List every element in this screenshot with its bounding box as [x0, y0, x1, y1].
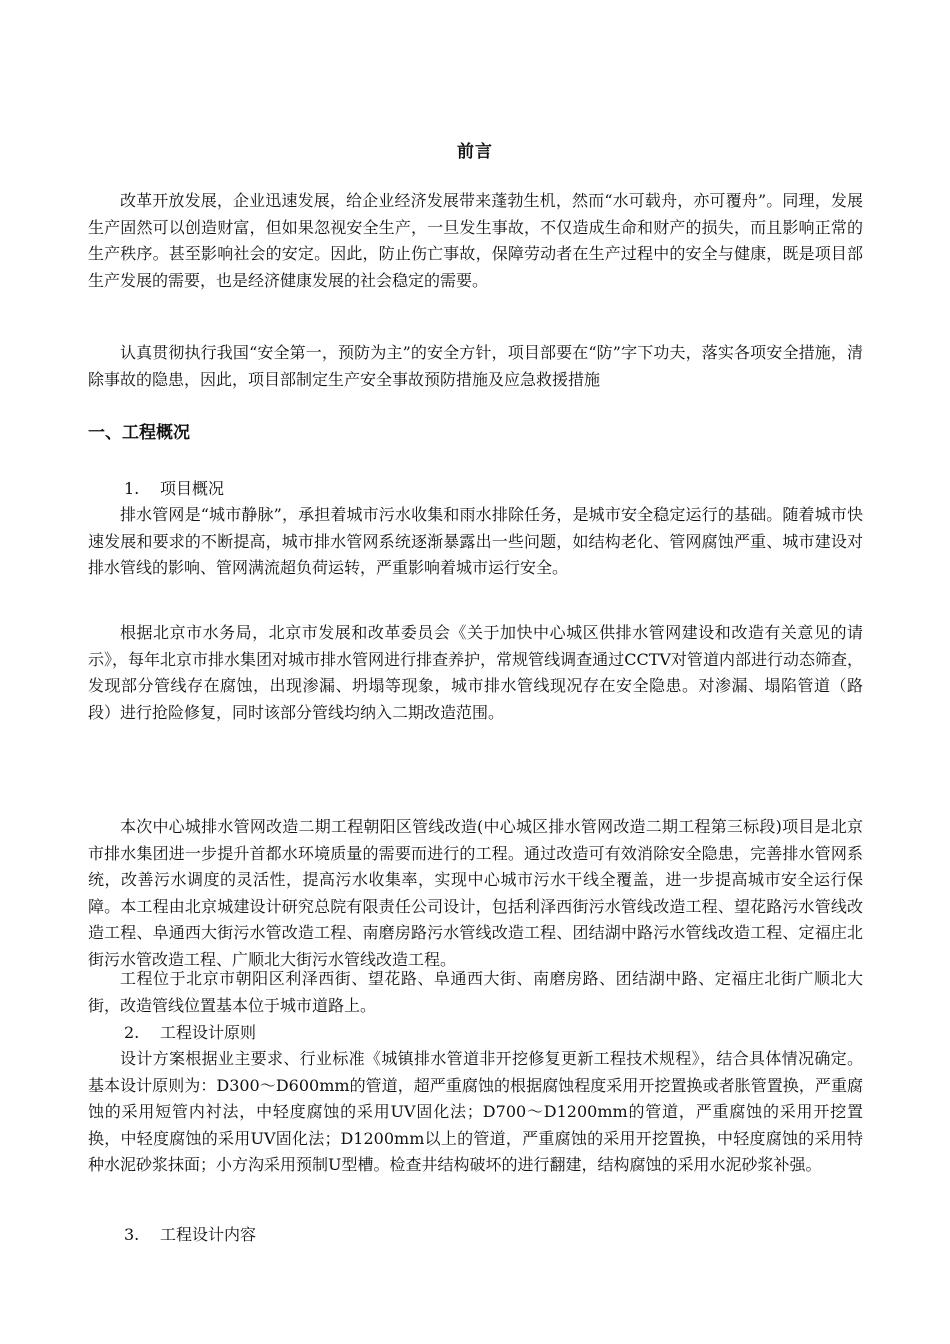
- overview-paragraph-4: 工程位于北京市朝阳区利泽西街、望花路、阜通西大街、南磨房路、团结湖中路、定福庄北街广顺北大街，改造管线位置基本位于城市道路上。: [88, 969, 863, 1015]
- overview-paragraph-3: 本次中心城排水管网改造二期工程朝阳区管线改造(中心城区排水管网改造二期工程第三标段)项目是北京市排水集团进一步提升首都水环境质量的需要而进行的工程。通过改造可有效消除安全隐患，完善排水管网系统，改善污水调度的灵活性，提高污水收集率，实现中心城市污水干线全覆盖，进一步提高城市安全运行保障。本工程由北京城建设计研究总院有限责任公司设计，包括利泽西街污水管线改造工程、望花路污水管线改造工程、阜通西大街污水管改造工程、南磨房路污水管线改造工程、团结湖中路污水管线改造工程、定福庄北街污水管改造工程、广顺北大街污水管线改造工程。: [88, 817, 863, 969]
- preface-paragraph-2: 认真贯彻执行我国“安全第一，预防为主”的安全方针，项目部要在“防”字下功夫，落实各项安全措施，清除事故的隐患，因此，项目部制定生产安全事故预防措施及应急救援措施: [88, 343, 863, 389]
- page-title: 前言: [457, 142, 493, 162]
- subsection-number: 2.: [124, 1023, 140, 1042]
- subsection-heading-2: [124, 1020, 256, 1046]
- overview-paragraph-2: 根据北京市水务局，北京市发展和改革委员会《关于加快中心城区供排水管网建设和改造有关意见的请示》，每年北京市排水集团对城市排水管网进行排查养护，常规管线调查通过CCTV对管道内部进行动态筛查，发现部分管线存在腐蚀，出现渗漏、坍塌等现象，城市排水管线现况存在安全隐患。对渗漏、塌陷管道（路段）进行抢险修复，同时该部分管线均纳入二期改造范围。: [88, 623, 863, 722]
- section-heading-project-overview: 一、工程概况: [88, 423, 190, 443]
- subsection-title: 工程设计原则: [160, 1023, 257, 1042]
- subsection-title: 项目概况: [160, 479, 225, 498]
- subsection-heading-1: [124, 476, 224, 502]
- overview-paragraph-1: 排水管网是“城市静脉”，承担着城市污水收集和雨水排除任务，是城市安全稳定运行的基础。随着城市快速发展和要求的不断提高，城市排水管网系统逐渐暴露出一些问题，如结构老化、管网腐蚀严重、城市建设对排水管线的影响、管网满流超负荷运转，严重影响着城市运行安全。: [88, 505, 863, 578]
- subsection-number: 1.: [124, 479, 140, 498]
- preface-paragraph-1: 改革开放发展，企业迅速发展，给企业经济发展带来蓬勃生机，然而“水可载舟，亦可覆舟”。同理，发展生产固然可以创造财富，但如果忽视安全生产，一旦发生事故，不仅造成生命和财产的损失，而且影响正常的生产秩序。甚至影响社会的安定。因此，防止伤亡事故，保障劳动者在生产过程中的安全与健康，既是项目部生产发展的需要，也是经济健康发展的社会稳定的需要。: [88, 191, 863, 290]
- subsection-heading-3: [124, 1222, 256, 1248]
- subsection-title: 工程设计内容: [160, 1225, 257, 1244]
- subsection-number: 3.: [124, 1225, 140, 1244]
- design-principle-paragraph: 设计方案根据业主要求、行业标准《城镇排水管道非开挖修复更新工程技术规程》，结合具体情况确定。基本设计原则为：D300～D600mm的管道，超严重腐蚀的根据腐蚀程度采用开挖置换或者胀管置换，严重腐蚀的采用短管内衬法，中轻度腐蚀的采用UV固化法；D700～D1200mm的管道，严重腐蚀的采用开挖置换，中轻度腐蚀的采用UV固化法；D1200mm以上的管道，严重腐蚀的采用开挖置换，中轻度腐蚀的采用特种水泥砂浆抹面；小方沟采用预制U型槽。检查井结构破坏的进行翻建，结构腐蚀的采用水泥砂浆补强。: [88, 1049, 863, 1175]
